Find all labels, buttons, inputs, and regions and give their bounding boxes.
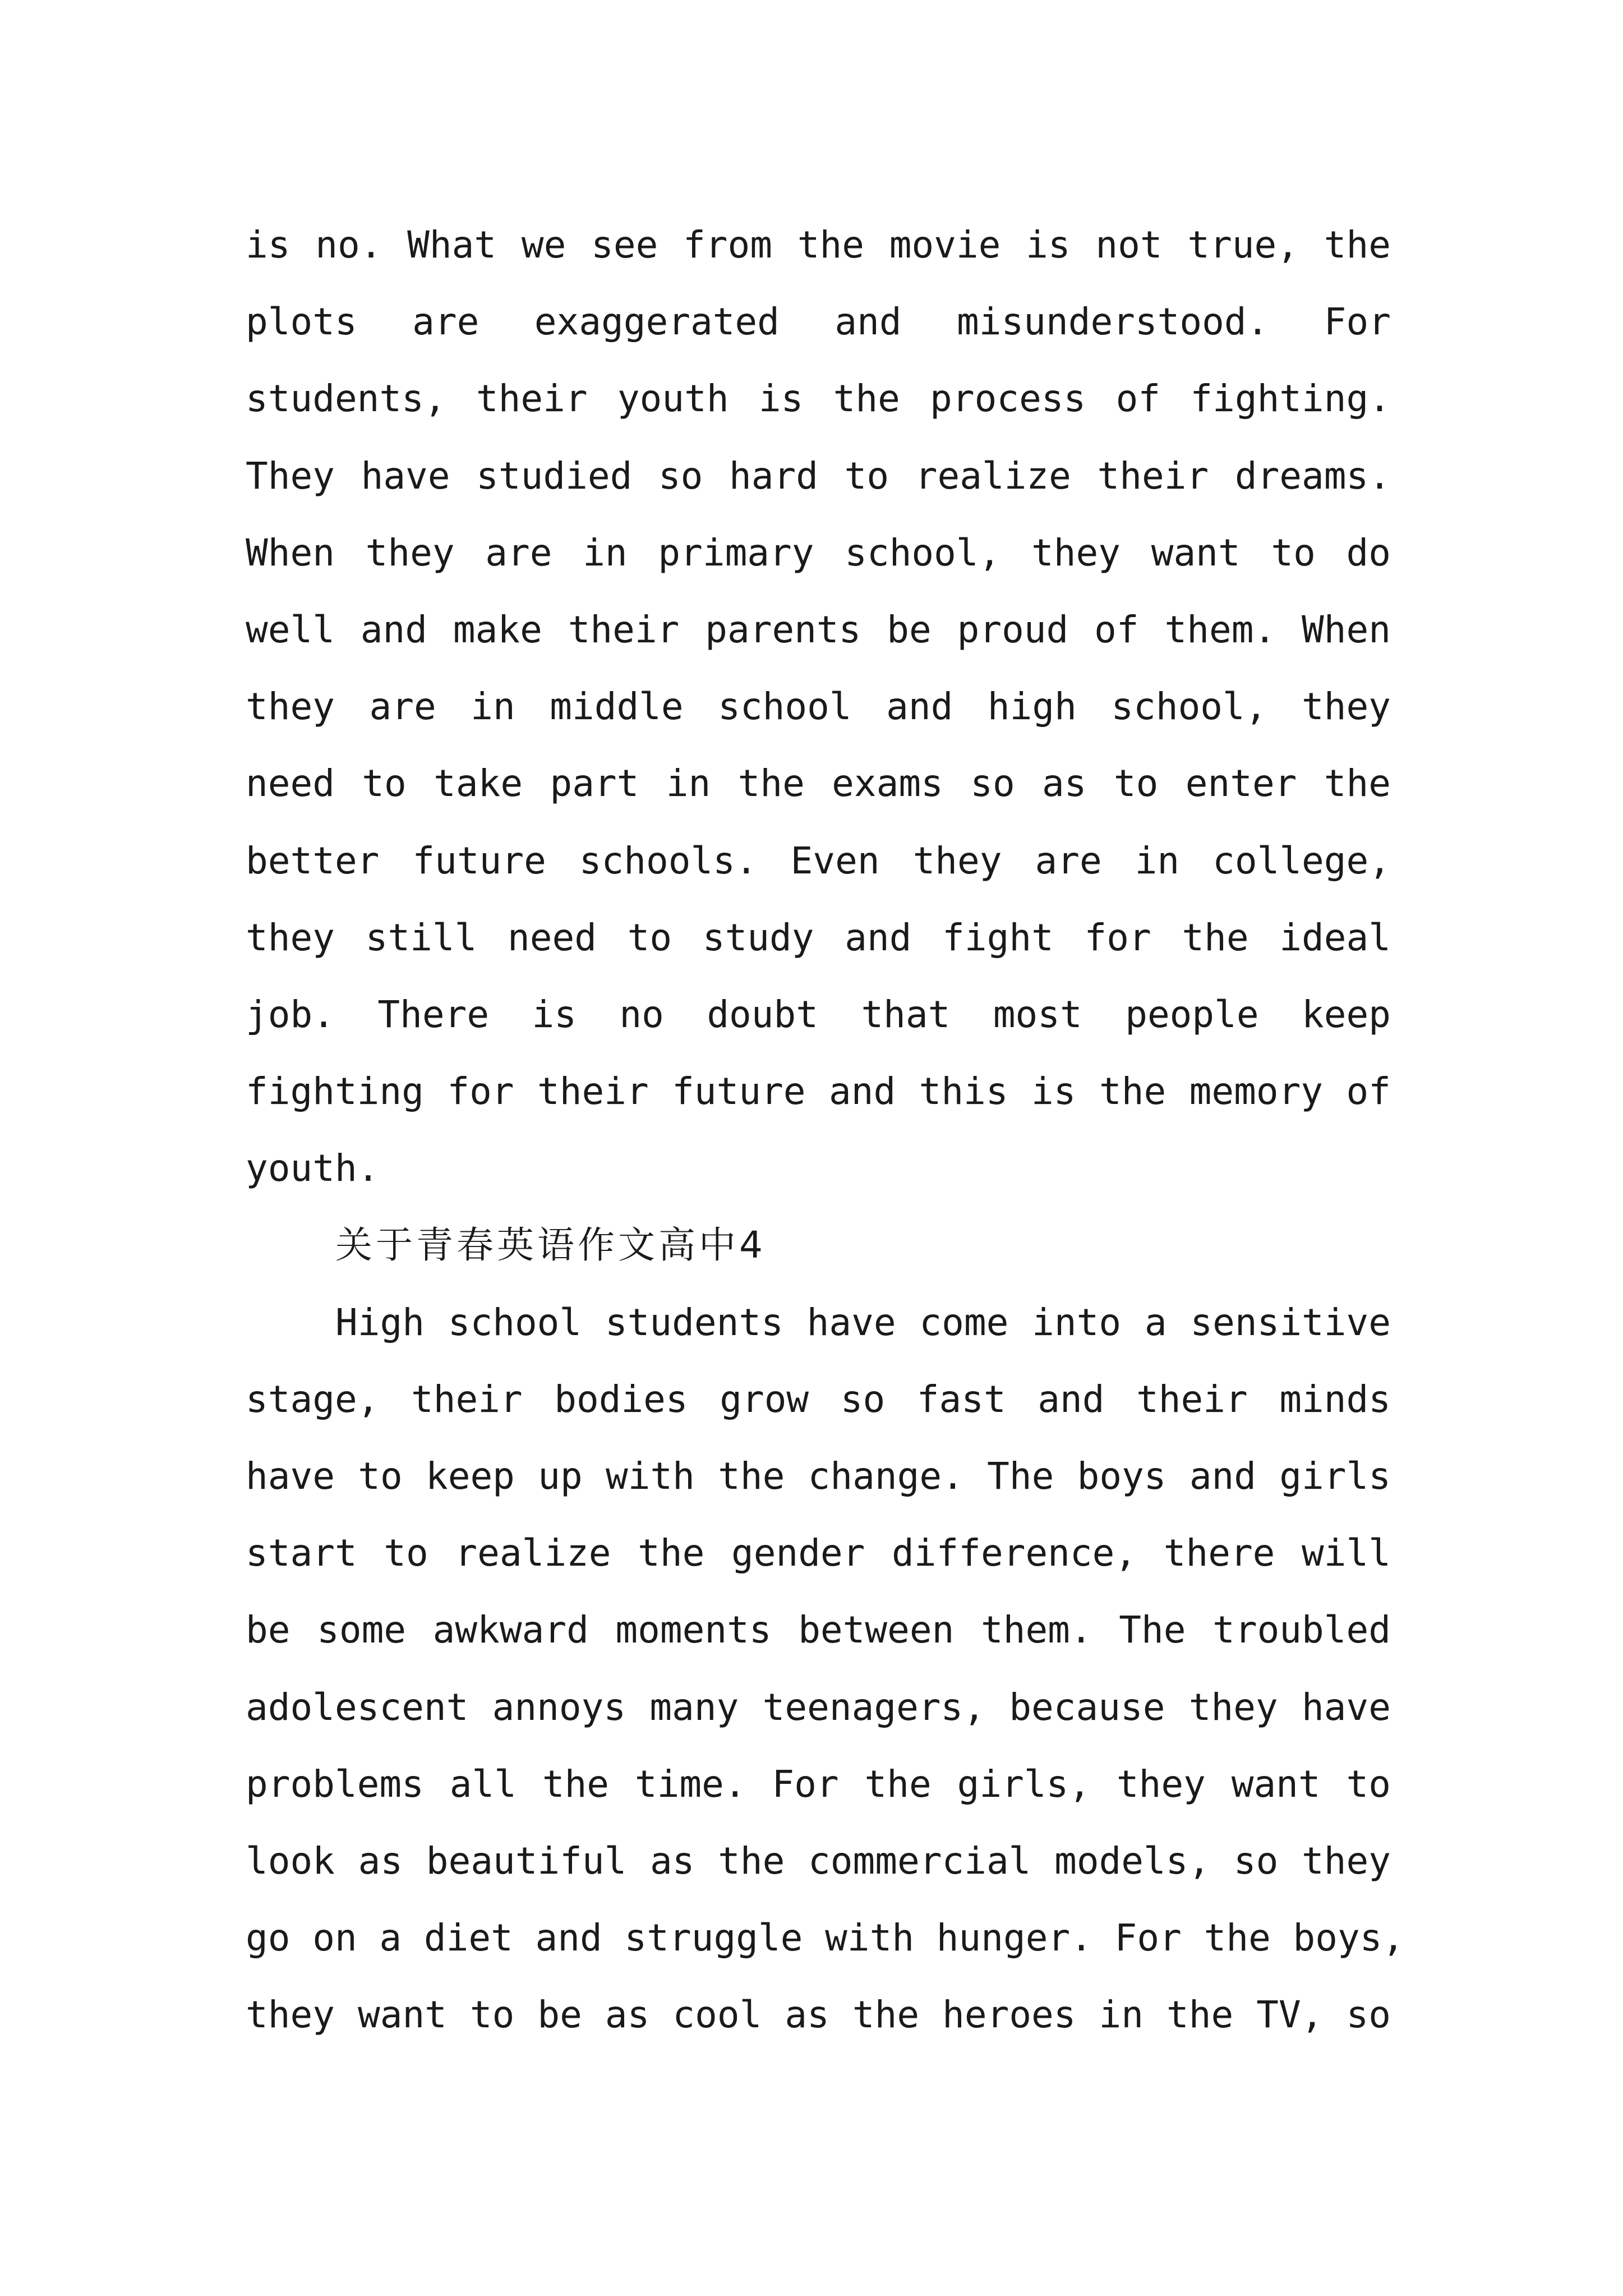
text-line: they want to be as cool as the heroes in the TV, so [246,1993,1391,2037]
section-heading: 关于青春英语作文高中4 [335,1223,766,1267]
text-line: problems all the time. For the girls, they want to [246,1762,1391,1806]
text-line: go on a diet and struggle with hunger. For the boys, [246,1916,1405,1960]
text-line: youth. [246,1147,380,1190]
document-body [246,206,1405,2054]
text-line: plots are exaggerated and misunderstood. For [246,300,1391,344]
text-line: adolescent annoys many teenagers, because they have [246,1685,1391,1729]
text-line: stage, their bodies grow so fast and their minds [246,1377,1391,1421]
text-line: need to take part in the exams so as to enter the [246,762,1391,806]
text-line: start to realize the gender difference, there will [246,1531,1391,1575]
text-line: have to keep up with the change. The boys and girls [246,1455,1391,1498]
text-line: When they are in primary school, they want to do [246,531,1391,574]
text-line: better future schools. Even they are in college, [246,839,1391,882]
text-line: they still need to study and fight for the ideal [246,915,1391,959]
text-line: High school students have come into a sensitive [335,1300,1391,1344]
text-line: is no. What we see from the movie is not true, the [246,223,1391,266]
text-line: they are in middle school and high school, they [246,685,1391,729]
text-line: They have studied so hard to realize their dreams. [246,454,1391,498]
text-line: look as beautiful as the commercial models, so they [246,1839,1391,1883]
text-line: job. There is no doubt that most people keep [246,992,1391,1036]
text-line: be some awkward moments between them. The troubled [246,1608,1391,1652]
text-line: well and make their parents be proud of them. When [246,608,1391,651]
text-line: fighting for their future and this is the memory of [246,1070,1391,1114]
text-line: students, their youth is the process of fighting. [246,377,1391,421]
